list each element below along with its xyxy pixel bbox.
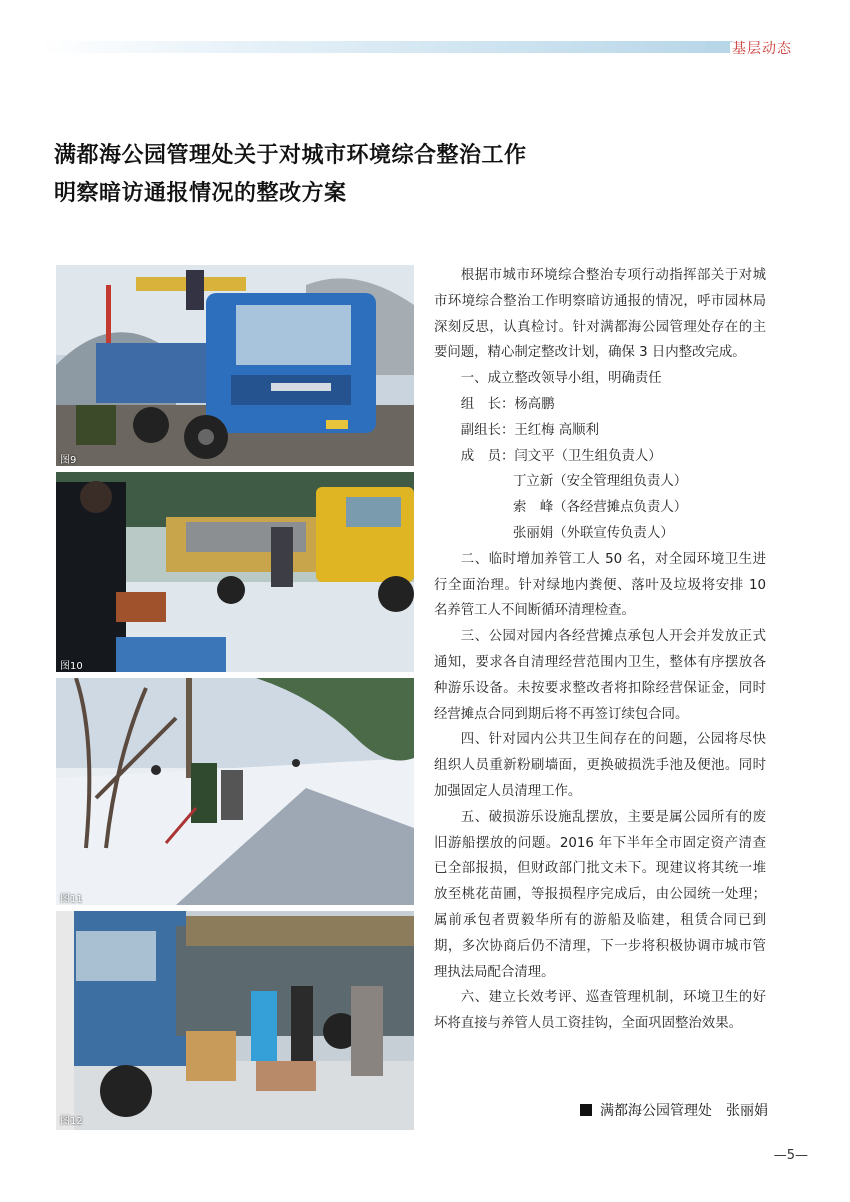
photo-loading-truck	[56, 911, 414, 1130]
member-1: 成 员：闫文平（卫生组负责人）	[460, 448, 662, 464]
page-number: —5—	[773, 1148, 808, 1163]
photo-sweeping	[56, 678, 414, 911]
paragraph-section-2: 二、临时增加养管工人 50 名，对全园环境卫生进行全面治理。针对绿地内粪便、落叶及垃圾将安排 10 名养管工人不间断循环清理检查。	[434, 551, 766, 619]
photo-label: 图9	[60, 455, 77, 466]
section-tag: 基层动态	[732, 41, 792, 57]
photo-column	[56, 265, 414, 1130]
member-leader: 组 长：杨高鹏	[460, 396, 555, 412]
photo-yellow-truck	[56, 472, 414, 678]
title-line-1: 满都海公园管理处关于对城市环境综合整治工作	[54, 143, 527, 168]
header-band	[40, 41, 730, 53]
paragraph-section-4: 四、针对园内公共卫生间存在的问题，公园将尽快组织人员重新粉刷墙面，更换破损洗手池及便池。同时加强固定人员清理工作。	[434, 732, 766, 799]
photo-label: 图10	[60, 661, 83, 672]
member-3: 索 峰（各经营摊点负责人）	[513, 500, 688, 516]
member-2: 丁立新（安全管理组负责人）	[513, 474, 688, 490]
photo-label: 图11	[60, 894, 83, 905]
square-bullet-icon	[580, 1104, 592, 1116]
photo-crane-truck	[56, 265, 414, 472]
photo-label: 图12	[60, 1116, 83, 1127]
paragraph-intro: 根据市城市环境综合整治专项行动指挥部关于对城市环境综合整治工作明察暗访通报的情况，呼市园林局深刻反思，认真检讨。针对满都海公园管理处存在的主要问题，精心制定整改计划，确保 3 日内整改完成。	[434, 268, 766, 361]
author-name: 满都海公园管理处 张丽娟	[600, 1103, 768, 1119]
title-line-2: 明察暗访通报情况的整改方案	[54, 181, 347, 206]
article-title	[54, 137, 527, 213]
member-4: 张丽娟（外联宣传负责人）	[513, 525, 674, 541]
header-band-tip	[706, 41, 734, 53]
paragraph-section-5: 五、破损游乐设施乱摆放，主要是属公园所有的废旧游船摆放的问题。2016 年下半年全市固定资产清查已全部报损，但财政部门批文未下。现建议将其统一堆放至桃花苗圃，等报损程序完成后，由公园统一处理；属前承包者贾毅华所有的游船及临建，租赁合同已到期，多次协商后仍不清理，下一步将积极协调市城市管理执法局配合清理。	[434, 809, 766, 980]
paragraph-section-3: 三、公园对园内各经营摊点承包人开会并发放正式通知，要求各自清理经营范围内卫生，整体有序摆放各种游乐设备。未按要求整改者将扣除经营保证金，同时经营摊点合同到期后将不再签订续包合同。	[434, 629, 766, 722]
article-body	[434, 263, 766, 1037]
member-deputy: 副组长：王红梅 高顺利	[460, 422, 599, 438]
paragraph-section-1: 一、成立整改领导小组，明确责任	[460, 371, 662, 387]
paragraph-section-6: 六、建立长效考评、巡查管理机制，环境卫生的好坏将直接与养管人员工资挂钩，全面巩固整治效果。	[434, 990, 766, 1032]
author-line	[580, 1100, 768, 1120]
